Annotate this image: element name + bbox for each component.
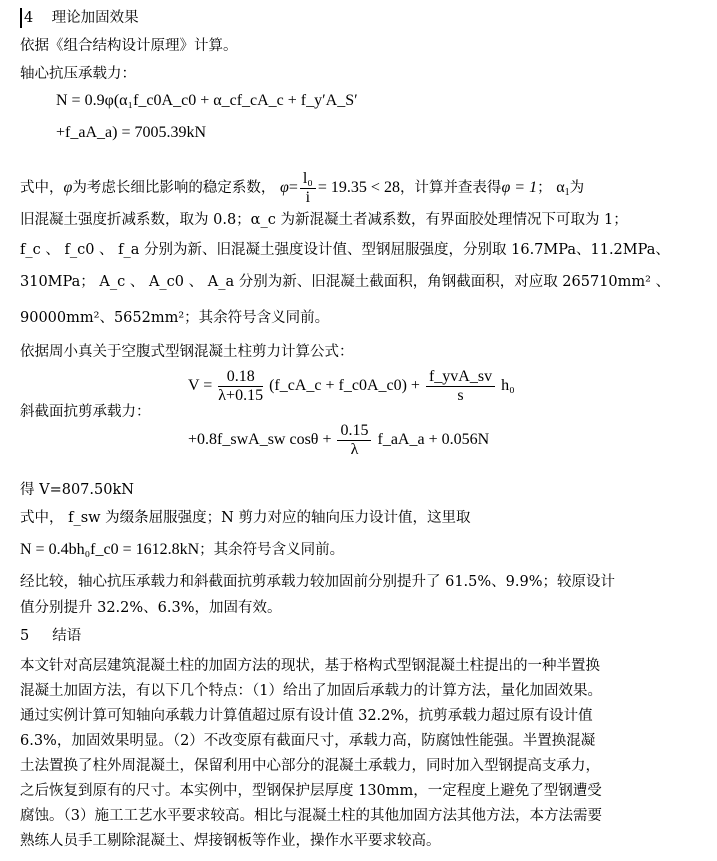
phi-equals: φ = 1 <box>501 179 538 197</box>
conclusion-line: 熟练人员手工剔除混凝土、焊接钢板等作业，操作水平要求较高。 <box>20 833 441 849</box>
shear-frac2-num: f_yvA_sv <box>426 368 495 387</box>
comparison-line1: 经比较，轴心抗压承载力和斜截面抗剪承载力较加固前分别提升了 61.5%、9.9%；较原设计 <box>20 574 616 590</box>
phi-formula: φ= $\frac{\text{l₀}}{i}$ = 19.35 < 28 <box>279 170 400 206</box>
axial-force-formula: N = 0.4bh₀f_c0 = 1612.8kN <box>20 541 200 558</box>
shear-frac1-num: 0.18 <box>218 368 263 387</box>
shear-h0: h₀ <box>501 377 515 395</box>
conclusion-line: 土法置换了柱外周混凝土，保留利用中心部分的混凝土承载力，同时加入型钢提高支承力， <box>20 758 600 774</box>
shear-formula-basis: 依据周小真关于空腹式型钢混凝土柱剪力计算公式： <box>20 344 354 360</box>
para2-line2 <box>20 540 344 560</box>
para1-lookup: ，计算并查表得 <box>399 180 502 197</box>
shear-capacity-label: 斜截面抗剪承载力： <box>20 404 151 420</box>
para1-line2: 旧混凝土强度折减系数，取为 0.8；α_c 为新混凝土者减系数，有界面胶处理情况下可取为 1； <box>20 212 628 228</box>
shear-frac3-num: 0.15 <box>337 422 371 441</box>
para1-line3: f_c 、 f_c0 、 f_a 分别为新、旧混凝土强度设计值、型钢屈服强度，分别取 16.7MPa、11.2MPa、 <box>20 242 670 258</box>
comparison-line2: 值分别提升 32.2%、6.3%，加固有效。 <box>20 600 282 616</box>
para1-line4: 310MPa； A_c 、 A_c0 、 A_a 分别为新、旧混凝土截面积，角钢截面积，对应取 265710mm² 、 <box>20 274 671 290</box>
conclusion-line: 混凝土加固方法，有以下几个特点：（1）给出了加固后承载力的计算方法，量化加固效果。 <box>20 683 602 699</box>
section-5-heading <box>20 626 81 646</box>
conclusion-line: 之后恢复到原有的尺寸。本实例中，型钢保护层厚度 130mm，一定程度上避免了型钢遭受 <box>20 783 602 799</box>
para1-line5: 90000mm²、5652mm²；其余符号含义同前。 <box>20 310 330 326</box>
para1-prefix: 式中， <box>20 180 64 197</box>
conclusion-line: 6.3%，加固效果明显。（2）不改变原有截面尺寸，承载力高，防腐蚀性能强。半置换混凝 <box>20 733 596 749</box>
para1-for: 为 <box>569 180 585 197</box>
phi-symbol: φ <box>63 179 73 197</box>
text-cursor <box>20 8 22 28</box>
section-4-title: 理论加固效果 <box>51 10 139 26</box>
calculation-basis: 依据《组合结构设计原理》计算。 <box>20 38 238 54</box>
shear-frac1-den: λ+0.15 <box>218 387 264 404</box>
equation-axial-line2: +f_aA_a) = 7005.39kN <box>56 124 207 141</box>
phi-frac-den: i <box>305 189 311 206</box>
shear-term1: (f_cA_c + f_c0A_c0) + <box>269 377 420 395</box>
shear-frac3-den: λ <box>350 441 359 458</box>
alpha1-symbol: $\alpha_1$ <box>556 179 570 199</box>
para1-line1 <box>20 170 584 207</box>
para2-line1: 式中， f_sw 为缀条屈服强度；N 剪力对应的轴向压力设计值，这里取 <box>20 510 471 526</box>
equation-shear-line1 <box>188 368 515 405</box>
section-5-number: 5 <box>20 628 30 644</box>
shear-v: V = <box>188 377 213 395</box>
para1-phi-desc: 为考虑长细比影响的稳定系数， <box>72 180 276 197</box>
section-5-title: 结语 <box>52 628 82 644</box>
phi-frac-num: l₀ <box>300 170 316 189</box>
axial-capacity-label: 轴心抗压承载力： <box>20 66 136 82</box>
conclusion-line: 腐蚀。（3）施工工艺水平要求较高。相比与混凝土柱的其他加固方法其他方法，本方法需要 <box>20 808 602 824</box>
phi-value: = 19.35 < 28 <box>317 179 400 197</box>
para2-rest: ；其余符号含义同前。 <box>199 542 345 558</box>
section-4-heading <box>24 8 139 28</box>
para1-semicolon: ； <box>537 180 552 197</box>
conclusion-line: 通过实例计算可知轴向承载力计算值超过原有设计值 32.2%，抗剪承载力超过原有设计值 <box>20 708 593 724</box>
equation-axial-line1: N = 0.9φ(α₁f_c0A_c0 + α_cf_cA_c + f_y′A_S′ <box>56 92 358 109</box>
shear-frac2-den: s <box>457 387 464 404</box>
section-4-number: 4 <box>24 10 34 26</box>
equation-shear-line2 <box>188 422 489 459</box>
shear-result: 得 V=807.50kN <box>20 482 134 498</box>
shear-term3: f_aA_a + 0.056N <box>377 431 490 449</box>
shear-term2: +0.8f_swA_sw cosθ + <box>188 431 332 449</box>
conclusion-line: 本文针对高层建筑混凝土柱的加固方法的现状，基于格构式型钢混凝土柱提出的一种半置换 <box>20 658 600 674</box>
